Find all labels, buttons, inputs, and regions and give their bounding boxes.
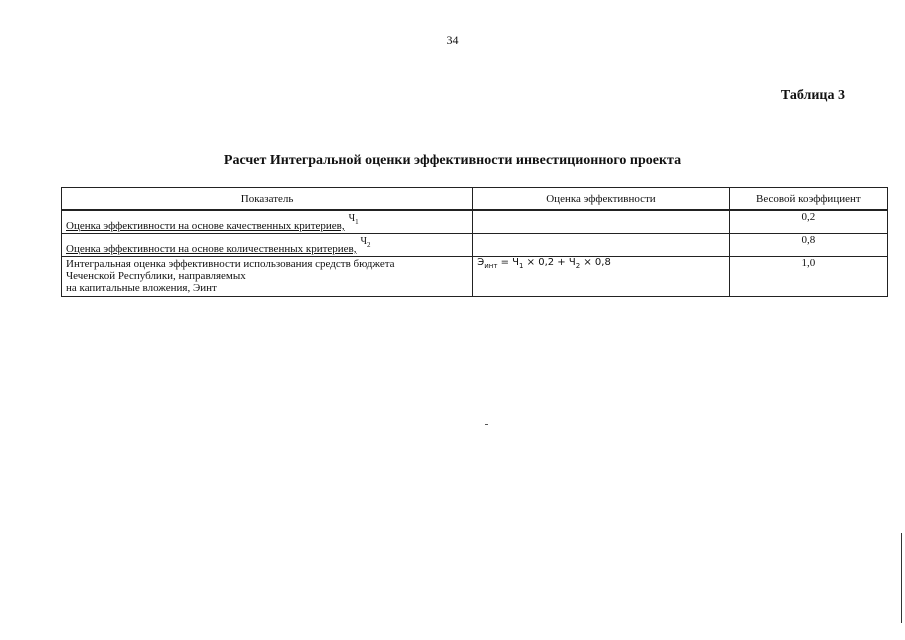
- weight-cell: 0,8: [729, 234, 887, 257]
- indicator-cell: [62, 234, 473, 257]
- scan-speck: [485, 424, 488, 425]
- formula-lhs-subscript: инт: [484, 262, 498, 270]
- weight-cell: 0,2: [729, 210, 887, 234]
- indicator-cell: [62, 257, 473, 297]
- formula-part: × 0,8: [580, 257, 611, 268]
- indicator-line: Интегральная оценка эффективности использования средств бюджета: [66, 258, 395, 270]
- indicator-line: Чеченской Республики, направляемых: [66, 270, 246, 282]
- table-header-row: [62, 188, 888, 211]
- indicator-symbol: [361, 236, 371, 251]
- table-row: [62, 257, 888, 297]
- symbol-letter: Ч: [360, 236, 367, 247]
- indicator-cell: [62, 210, 473, 234]
- table-row: [62, 234, 888, 257]
- indicator-text: Оценка эффективности на основе количественных критериев,: [66, 243, 357, 255]
- symbol-subscript: 2: [367, 241, 371, 249]
- indicator-symbol: [349, 213, 359, 228]
- page-number: 34: [446, 33, 459, 47]
- symbol-letter: Ч: [348, 213, 356, 224]
- table-label: Таблица 3: [780, 88, 845, 103]
- formula-subscript: 2: [575, 262, 581, 270]
- score-cell: [473, 210, 730, 234]
- indicator-line: на капитальные вложения, Эинт: [66, 282, 217, 294]
- table-row: [62, 210, 888, 234]
- formula-cell: [473, 257, 730, 297]
- score-cell: [473, 234, 730, 257]
- formula-part: = Ч: [497, 257, 520, 268]
- header-score: Оценка эффективности: [473, 188, 730, 211]
- weight-cell: 1,0: [729, 257, 887, 297]
- symbol-subscript: 1: [355, 218, 359, 226]
- indicator-multiline: [66, 257, 468, 296]
- header-weight: Весовой коэффициент: [729, 188, 887, 211]
- formula-subscript: 1: [519, 262, 524, 270]
- efficiency-table: [61, 187, 888, 297]
- scan-margin-line: [901, 533, 902, 623]
- header-indicator: Показатель: [62, 188, 473, 211]
- formula-lhs: Э: [477, 257, 485, 268]
- document-title: Расчет Интегральной оценки эффективности инвестиционного проекта: [223, 153, 682, 168]
- indicator-text: Оценка эффективности на основе качественных критериев,: [66, 220, 345, 232]
- formula-part: × 0,2 + Ч: [523, 257, 576, 268]
